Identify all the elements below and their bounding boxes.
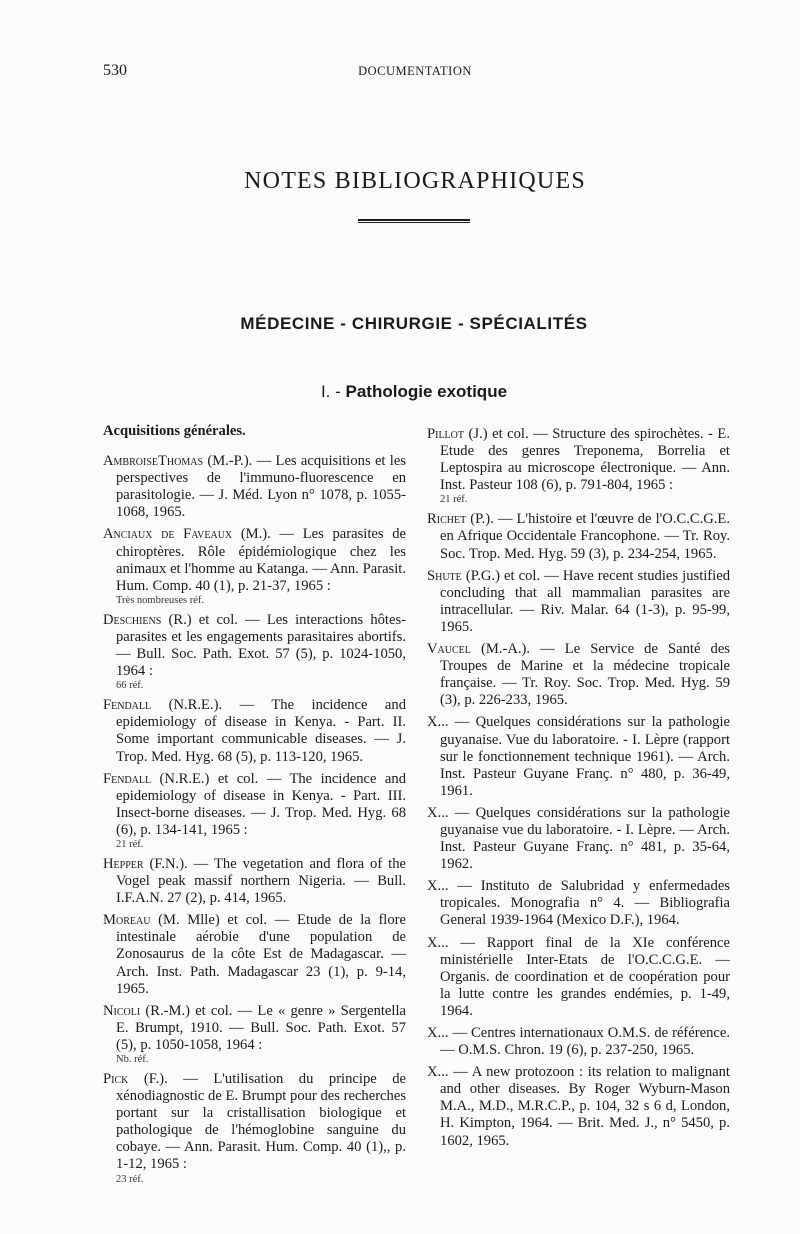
left-column	[103, 423, 406, 1191]
bibliography-entry	[427, 568, 730, 636]
bibliography-entry	[427, 1064, 730, 1149]
bibliography-entry	[103, 856, 406, 907]
bibliography-entry	[427, 511, 730, 562]
entry-text: (M. Mlle) et col. — Etude de la flore intestinale aérobie d'une population de Zonosaurus de la côte Est de Madagascar. — Arch. Inst. Path. Madagascar 23 (1), p. 9-14, 1965.	[116, 912, 406, 997]
column-heading: Acquisitions générales.	[103, 423, 246, 439]
entry-author: X...	[427, 1064, 449, 1081]
entry-text: (R.) et col. — Les interactions hôtes-parasites et les engagements parasitaires abortifs. — Bull. Soc. Path. Exot. 57 (5), p. 1024-1050, 1964 :	[116, 611, 406, 680]
bibliography-entry	[427, 641, 730, 709]
entry-text: — Rapport final de la XIe conférence ministérielle Inter-Etats de l'O.C.C.G.E. — Organis. de coordination et de coopération pour la lutte contre les grandes endémies, p. 1-49, 1964.	[440, 934, 730, 1019]
entry-author: X...	[427, 804, 449, 821]
entry-author: Vaucel	[427, 641, 471, 658]
bibliography-entry	[103, 771, 406, 851]
entry-refs: Très nombreuses réf.	[116, 594, 204, 606]
entry-refs: Nb. réf.	[116, 1054, 149, 1065]
entry-author: Nicoli	[103, 1002, 141, 1019]
entry-refs: 21 réf.	[116, 838, 144, 850]
bibliography-entry	[427, 878, 730, 929]
entry-text: (F.). — L'utilisation du principe de xénodiagnostic de E. Brumpt pour des recherches portant sur la cristallisation biologique et pathologique de l'hémoglobine sanguine du cobaye. — Ann. Parasit. Hum. Comp. 40 (1),, p. 1-12, 1965 :	[116, 1071, 406, 1173]
entry-author: X...	[427, 714, 449, 731]
entry-author: X...	[427, 934, 449, 951]
entry-text: (J.) et col. — Structure des spirochètes. - E. Etude des genres Treponema, Borrelia et Leptospira au microscope électronique. — Ann. Inst. Pasteur 108 (6), p. 791-804, 1965 :	[440, 426, 730, 494]
entry-text: — Instituto de Salubridad y enfermedades tropicales. Monografia n° 4. — Bibliografia General 1939-1964 (Mexico D.F.), 1964.	[440, 878, 730, 929]
entry-author: Deschiens	[103, 611, 162, 628]
entry-text: — A new protozoon : its relation to malignant and other diseases. By Roger Wyburn-Mason M.A., M.D., M.R.C.P., p. 104, 32 s 6 d, London, H. Kimpton, 1964. — Brit. Med. J., n° 5450, p. 1602, 1965.	[440, 1064, 730, 1149]
bibliography-entry	[427, 714, 730, 799]
entry-text: (P.G.) et col. — Have recent studies justified concluding that all mammalian parasites are intracellular. — Riv. Malar. 64 (1-3), p. 95-99, 1965.	[440, 567, 730, 635]
entry-author: Hepper	[103, 855, 144, 872]
entry-author: Pick	[103, 1071, 129, 1087]
entry-refs: 21 réf.	[440, 494, 468, 506]
title-rule	[358, 219, 470, 223]
bibliography-entry	[103, 453, 406, 521]
subsection-title	[0, 382, 800, 402]
entry-text: — Quelques considérations sur la pathologie guyanaise. Vue du laboratoire. - I. Lèpre (rapport sur le fonctionnement technique 1961). — Arch. Inst. Pasteur Guyane Franç. n° 480, p. 36-49, 1961.	[440, 714, 730, 799]
entry-author: Richet	[427, 511, 467, 528]
section-title: MÉDECINE - CHIRURGIE - SPÉCIALITÉS	[240, 314, 588, 333]
entry-author: Fendall	[103, 697, 152, 714]
entry-text: (M.-P.). — Les acquisitions et les perspectives de l'immuno-fluorescence en parasitologie. — J. Méd. Lyon n° 1078, p. 1055-1068, 1965.	[116, 453, 406, 521]
entry-author: Anciaux de Faveaux	[103, 526, 233, 543]
left-entries	[103, 453, 406, 1185]
entry-author: Shute	[427, 567, 462, 584]
entry-author: AmbroiseThomas	[103, 453, 204, 470]
entry-author: X...	[427, 1025, 449, 1041]
entry-text: (M.). — Les parasites de chiroptères. Rôle épidémiologique chez les animaux et l'homme au Katanga. — Ann. Parasit. Hum. Comp. 40 (1), p. 21-37, 1965 :	[116, 526, 406, 594]
subsection-text: Pathologie exotique	[345, 382, 508, 401]
bibliography-entry	[427, 805, 730, 873]
entry-text: (N.R.E.) et col. — The incidence and epidemiology of disease in Kenya. - Part. III. Insect-borne diseases. — J. Trop. Med. Hyg. 68 (6), p. 134-141, 1965 :	[116, 770, 406, 838]
page-number: 530	[103, 62, 127, 79]
bibliography-entry	[103, 1071, 406, 1186]
entry-refs: 23 réf.	[116, 1173, 144, 1185]
entry-text: (N.R.E.). — The incidence and epidemiology of disease in Kenya. - Part. II. Some important communicable diseases. — J. Trop. Med. Hyg. 68 (5), p. 113-120, 1965.	[116, 697, 406, 765]
entry-text: — Centres internationaux O.M.S. de référence. — O.M.S. Chron. 19 (6), p. 237-250, 1965.	[440, 1025, 730, 1059]
bibliography-entry	[103, 1003, 406, 1066]
entry-author: Fendall	[103, 770, 152, 787]
entry-text: (F.N.). — The vegetation and flora of the Vogel peak massif northern Nigeria. — Bull. I.F.A.N. 27 (2), p. 414, 1965.	[116, 855, 406, 907]
entry-text: — Quelques considérations sur la pathologie guyanaise vue du laboratoire. - I. Lèpre. — Arch. Inst. Pasteur Guyane Franç. n° 481, p. 35-64, 1962.	[440, 804, 730, 873]
bibliography-entry	[427, 935, 730, 1020]
right-column	[427, 426, 730, 1155]
entry-author: Moreau	[103, 912, 151, 929]
subsection-number: I. -	[320, 382, 341, 401]
entry-refs: 66 réf.	[116, 680, 144, 692]
right-entries	[427, 426, 730, 1150]
notes-title: NOTES BIBLIOGRAPHIQUES	[244, 168, 586, 194]
bibliography-entry	[103, 697, 406, 765]
entry-text: (M.-A.). — Le Service de Santé des Troupes de Marine et la médecine tropicale française. — Tr. Roy. Soc. Trop. Med. Hyg. 59 (3), p. 226-233, 1965.	[440, 641, 730, 709]
entry-author: X...	[427, 878, 449, 895]
entry-text: (P.). — L'histoire et l'œuvre de l'O.C.C.G.E. en Afrique Occidentale Francophone. — Tr. Roy. Soc. Trop. Med. Hyg. 59 (3), p. 234-254, 1965.	[440, 511, 730, 562]
bibliography-entry	[427, 1025, 730, 1059]
bibliography-entry	[103, 526, 406, 606]
running-head: DOCUMENTATION	[358, 64, 472, 78]
bibliography-entry	[103, 612, 406, 692]
entry-text: (R.-M.) et col. — Le « genre » Sergentella E. Brumpt, 1910. — Bull. Soc. Path. Exot. 57 (5), p. 1050-1058, 1964 :	[116, 1002, 406, 1053]
bibliography-entry	[103, 912, 406, 997]
bibliography-entry	[427, 426, 730, 506]
entry-author: Pillot	[427, 426, 464, 442]
